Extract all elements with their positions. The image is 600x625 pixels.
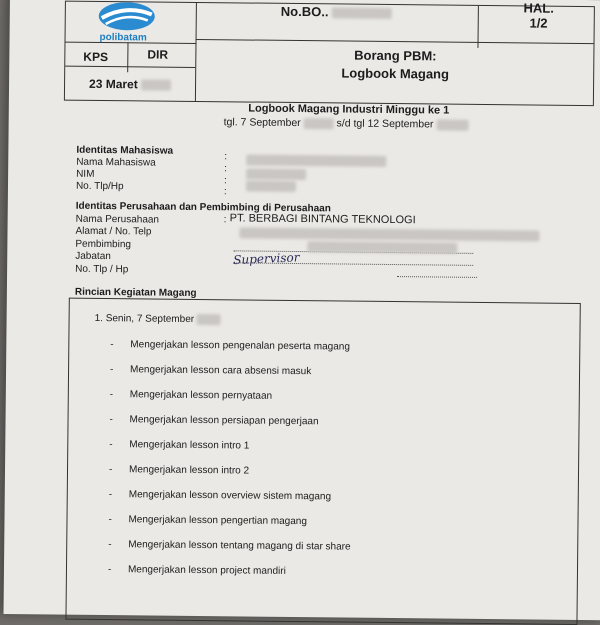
- day-heading: [95, 313, 221, 325]
- redacted-value: [239, 227, 539, 241]
- header-date: [89, 77, 171, 92]
- field-label: Alamat / No. Telp: [75, 225, 152, 238]
- activity-item: - Mengerjakan lesson persiapan pengerjaan: [109, 414, 319, 428]
- field-label: No. Tlp / Hp: [75, 263, 129, 276]
- activity-item: - Mengerjakan lesson pengertian magang: [108, 514, 308, 528]
- form-title-line2: Logbook Magang: [341, 65, 450, 82]
- activities-section-title: Rincian Kegiatan Magang: [74, 286, 197, 299]
- field-label: Nama Perusahaan: [75, 213, 160, 226]
- field-colon: :: [223, 214, 227, 226]
- logbook-title: Logbook Magang Industri Minggu ke 1: [248, 102, 450, 117]
- form-title-line1: Borang PBM:: [354, 47, 437, 64]
- document-number-text: No.BO..: [280, 3, 329, 20]
- activity-text: Mengerjakan lesson project mandiri: [127, 564, 286, 577]
- activity-text: Mengerjakan lesson intro 2: [128, 464, 250, 477]
- header-divider: [195, 3, 197, 101]
- page-label: HAL.: [523, 0, 554, 16]
- field-colon: :: [223, 186, 227, 198]
- document-number: [281, 4, 392, 20]
- activity-text: Mengerjakan lesson tentang magang di star share: [128, 539, 351, 553]
- activity-text: Mengerjakan lesson persiapan pengerjaan: [129, 414, 319, 428]
- redacted-value: [436, 119, 468, 130]
- dir-label: DIR: [147, 47, 169, 62]
- header-divider: [196, 39, 594, 44]
- company-section-title: Identitas Perusahaan dan Pembimbing di Perusahaan: [75, 200, 331, 215]
- field-colon: :: [223, 175, 227, 187]
- company-name-value: PT. BERBAGI BINTANG TEKNOLOGI: [229, 212, 416, 227]
- field-label: Pembimbing: [75, 238, 132, 251]
- redacted-value: [307, 241, 457, 254]
- field-label: No. Tlp/Hp: [75, 180, 124, 193]
- activity-text: Mengerjakan lesson cara absensi masuk: [130, 364, 312, 378]
- period-line: [224, 116, 469, 131]
- activity-text: Mengerjakan lesson pengenalan peserta magang: [130, 339, 350, 353]
- header-table: [64, 1, 595, 107]
- redacted-value: [141, 80, 171, 91]
- header-divider: [65, 66, 195, 68]
- redacted-value: [246, 180, 296, 192]
- header-date-text: 23 Maret: [88, 76, 138, 92]
- header-divider: [127, 42, 128, 72]
- period-start: tgl. 7 September: [223, 116, 301, 130]
- field-label: Jabatan: [75, 250, 111, 263]
- page-indicator: [523, 0, 554, 30]
- fill-line: [397, 276, 477, 278]
- field-label: Nama Mahasiswa: [76, 156, 156, 169]
- document-page: [4, 0, 600, 620]
- logo-text: polibatam: [99, 31, 147, 44]
- redacted-value: [332, 7, 392, 19]
- activity-item: - Mengerjakan lesson intro 1: [109, 439, 250, 452]
- activity-item: - Mengerjakan lesson overview sistem magang: [108, 489, 332, 503]
- redacted-value: [197, 314, 221, 325]
- activity-text: Mengerjakan lesson overview sistem magang: [128, 489, 332, 503]
- activity-item: - Mengerjakan lesson pernyataan: [109, 389, 273, 402]
- page-value: 1/2: [529, 15, 548, 31]
- student-section-title: Identitas Mahasiswa: [76, 144, 174, 157]
- redacted-value: [246, 154, 386, 166]
- period-separator: s/d: [336, 117, 351, 130]
- activity-item: - Mengerjakan lesson intro 2: [108, 464, 250, 477]
- field-colon: :: [224, 151, 228, 163]
- activity-text: Mengerjakan lesson pengertian magang: [128, 514, 308, 528]
- field-colon: :: [224, 163, 228, 175]
- activity-text: Mengerjakan lesson intro 1: [129, 439, 250, 452]
- period-end: tgl 12 September: [353, 117, 434, 131]
- position-value: Supervisor: [232, 250, 300, 268]
- field-label: NIM: [76, 168, 95, 180]
- activity-item: - Mengerjakan lesson tentang magang di star share: [108, 539, 351, 553]
- redacted-value: [304, 118, 334, 129]
- form-title: [335, 46, 455, 83]
- kps-label: KPS: [83, 49, 109, 65]
- activity-item: - Mengerjakan lesson cara absensi masuk: [110, 364, 312, 378]
- activity-text: Mengerjakan lesson pernyataan: [129, 389, 273, 402]
- redacted-value: [246, 168, 306, 180]
- activity-item: - Mengerjakan lesson pengenalan peserta magang: [110, 339, 350, 353]
- day-heading-text: 1. Senin, 7 September: [94, 313, 195, 326]
- activity-item: - Mengerjakan lesson project mandiri: [107, 564, 286, 577]
